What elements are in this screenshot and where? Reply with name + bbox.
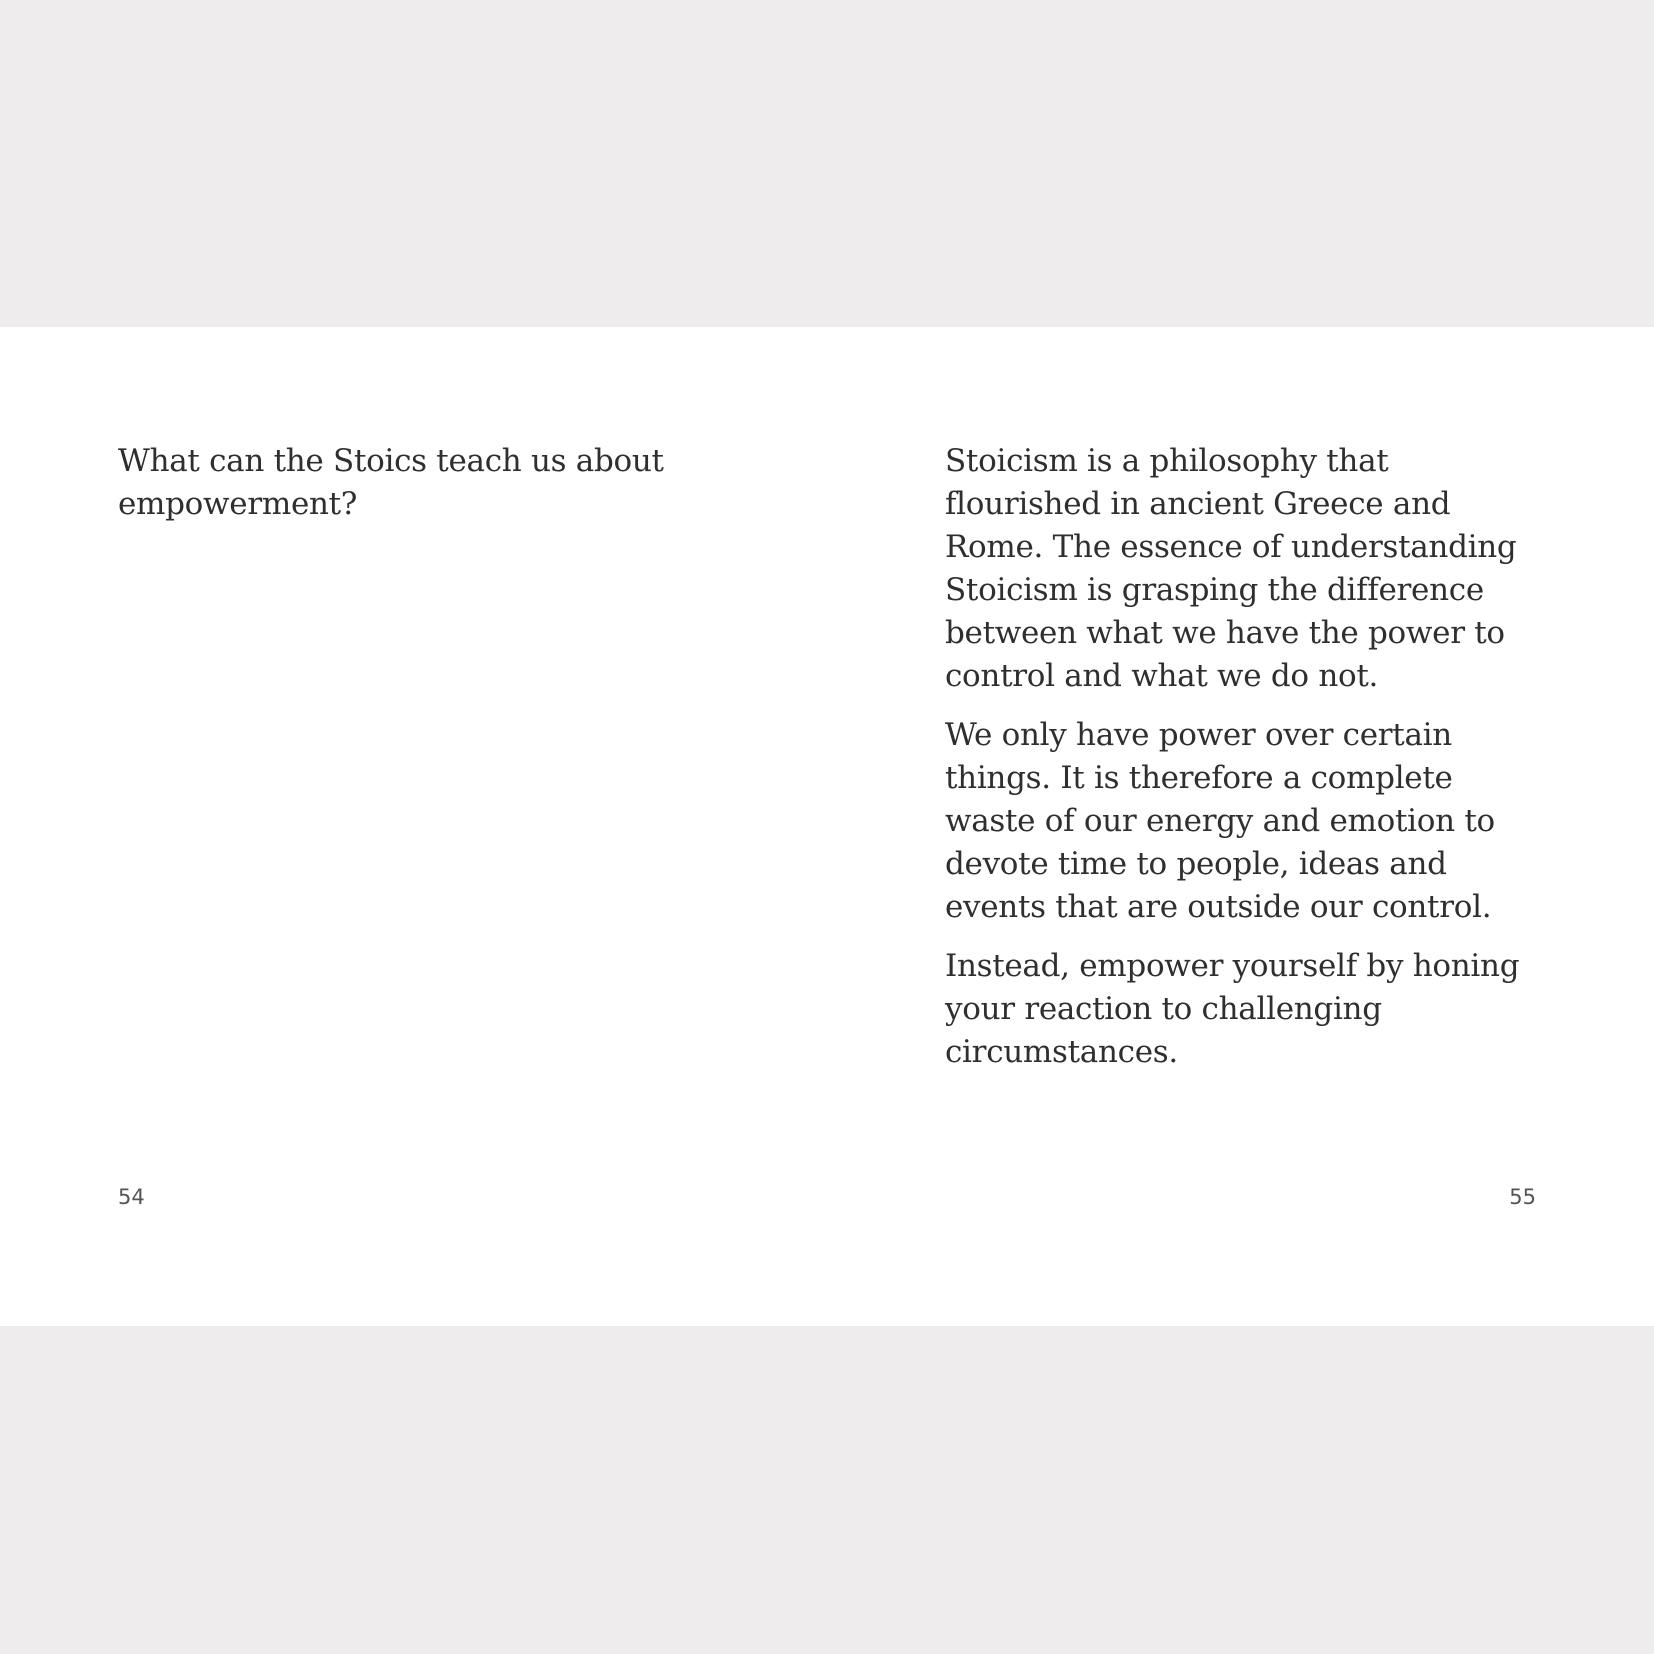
book-spread: [0, 327, 1654, 1326]
paragraph-3: Instead, empower yourself by honing your reaction to challenging circumstances.: [945, 948, 1520, 1070]
page-number-left: 54: [118, 1185, 145, 1209]
answer-text: [945, 440, 1545, 1090]
page-number-right: 55: [1509, 1185, 1536, 1209]
question-heading: What can the Stoics teach us about empowerment?: [118, 443, 664, 522]
left-page: [0, 327, 827, 1326]
paragraph-2: We only have power over certain things. It is therefore a complete waste of our energy and emotion to devote time to people, ideas and events that are outside our control.: [945, 717, 1495, 925]
paragraph-1: Stoicism is a philosophy that flourished in ancient Greece and Rome. The essence of understanding Stoicism is grasping the difference between what we have the power to control and what we do not.: [945, 443, 1517, 694]
right-page: [827, 327, 1654, 1326]
